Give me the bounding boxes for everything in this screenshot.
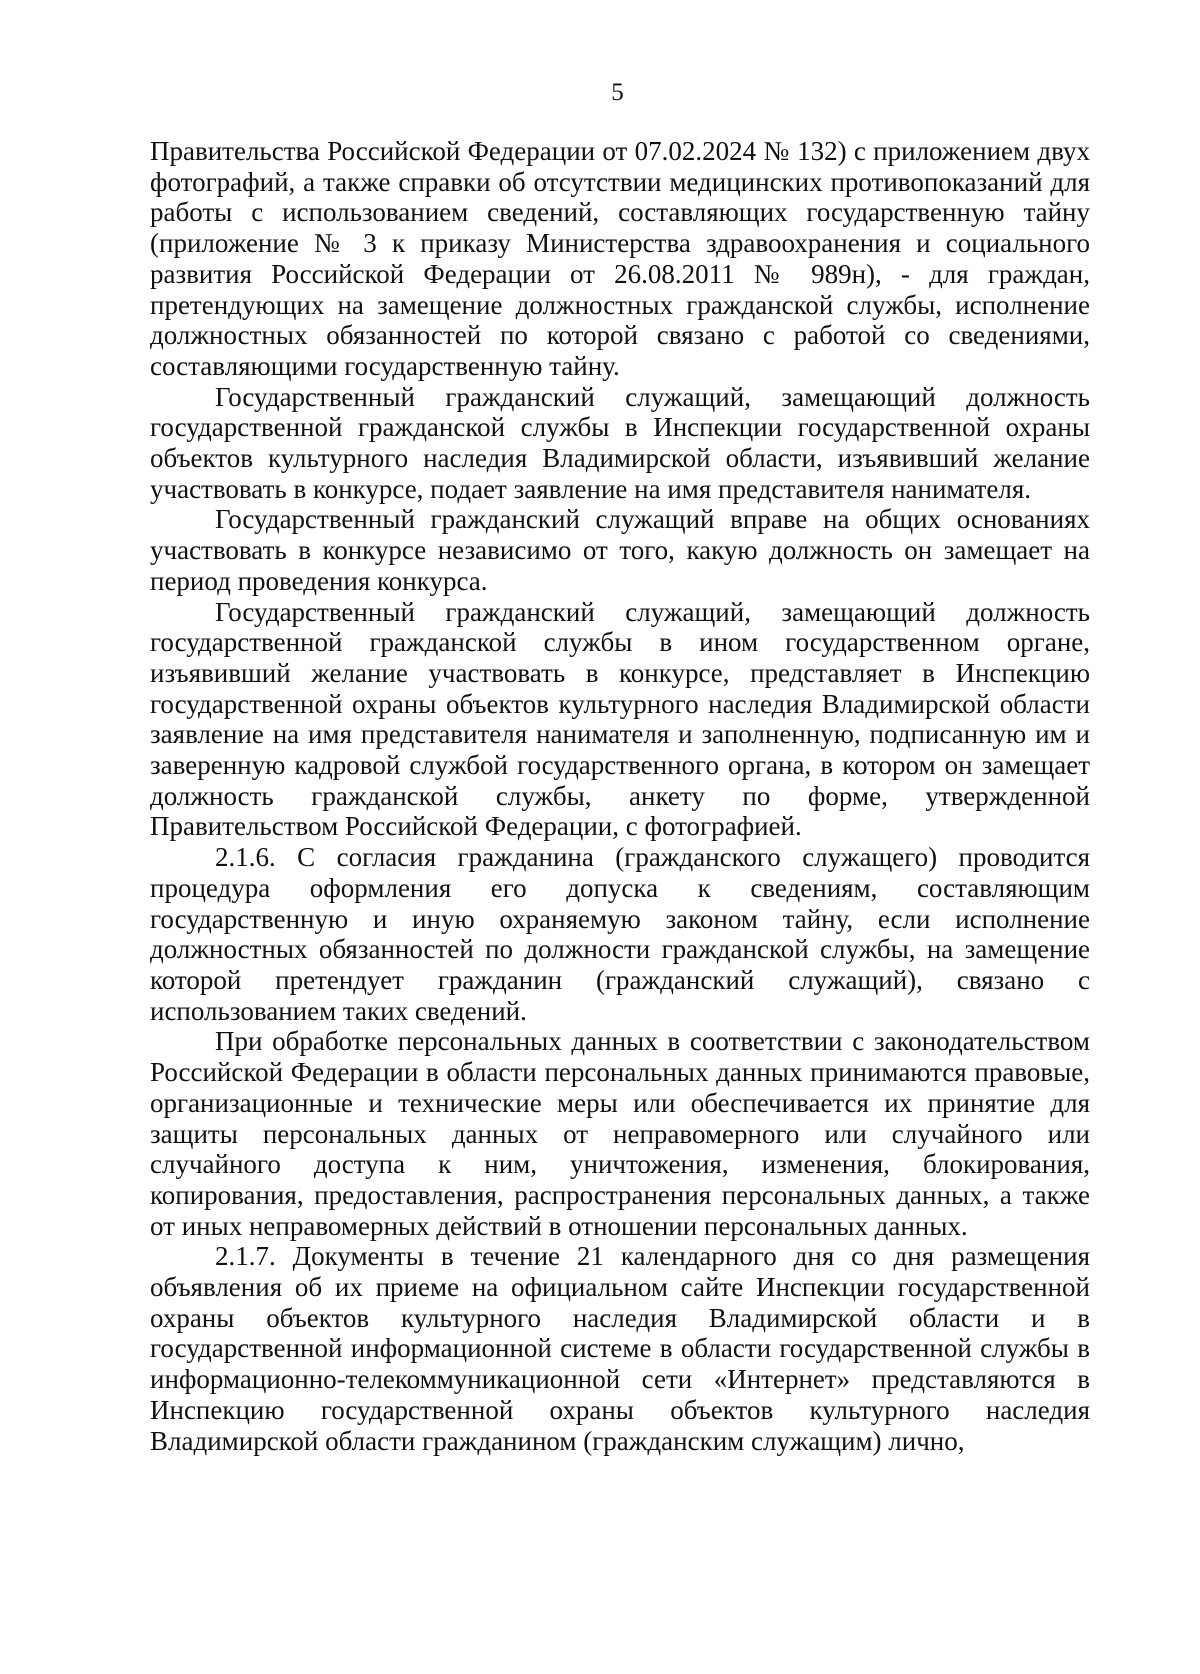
paragraph-general-grounds: Государственный гражданский служащий вправе на общих основаниях участвовать в конкурсе независимо от того, какую должность он замещает на период проведения конкурса. <box>150 504 1090 596</box>
page-number: 5 <box>611 79 624 106</box>
paragraph-clause-2-1-6: 2.1.6. С согласия гражданина (гражданского служащего) проводится процедура оформления его допуска к сведениям, составляющим государственную и иную охраняемую законом тайну, если исполнение должностных обязанностей по должности гражданской службы, на замещение которой претендует гражданин (гражданский служащий), связано с использованием таких сведений. <box>150 842 1090 1026</box>
paragraph-other-state-body: Государственный гражданский служащий, замещающий должность государственной гражданской службы в ином государственном органе, изъявивший желание участвовать в конкурсе, представляет в Инспекцию государственной охраны объектов культурного наследия Владимирской области заявление на имя представителя нанимателя и заполненную, подписанную им и заверенную кадровой службой государственного органа, в котором он замещает должность гражданской службы, анкету по форме, утвержденной Правительством Российской Федерации, с фотографией. <box>150 596 1090 842</box>
paragraph-continuation: Правительства Российской Федерации от 07.02.2024 № 132) с приложением двух фотографий, а также справки об отсутствии медицинских противопоказаний для работы с использованием сведений, составляющих государственную тайну (приложение № 3 к приказу Министерства здравоохранения и социального развития Российской Федерации от 26.08.2011 № 989н), - для граждан, претендующих на замещение должностных гражданской службы, исполнение должностных обязанностей по которой связано с работой со сведениями, составляющими государственную тайну. <box>150 136 1090 381</box>
paragraph-clause-2-1-7: 2.1.7. Документы в течение 21 календарного дня со дня размещения объявления об их приеме на официальном сайте Инспекции государственной охраны объектов культурного наследия Владимирской области и в государственной информационной системе в области государственной службы в информационно-телекоммуникационной сети «Интернет» представляются в Инспекцию государственной охраны объектов культурного наследия Владимирской области гражданином (гражданским служащим) лично, <box>150 1241 1090 1456</box>
paragraph-personal-data: При обработке персональных данных в соответствии с законодательством Российской Федерации в области персональных данных принимаются правовые, организационные и технические меры или обеспечивается их принятие для защиты персональных данных от неправомерного или случайного или случайного доступа к ним, уничтожения, изменения, блокирования, копирования, предоставления, распространения персональных данных, а также от иных неправомерных действий в отношении персональных данных. <box>150 1026 1090 1241</box>
paragraph-civil-servant-application: Государственный гражданский служащий, замещающий должность государственной гражданской службы в Инспекции государственной охраны объектов культурного наследия Владимирской области, изъявивший желание участвовать в конкурсе, подает заявление на имя представителя нанимателя. <box>150 381 1090 504</box>
document-body <box>150 136 1090 1456</box>
